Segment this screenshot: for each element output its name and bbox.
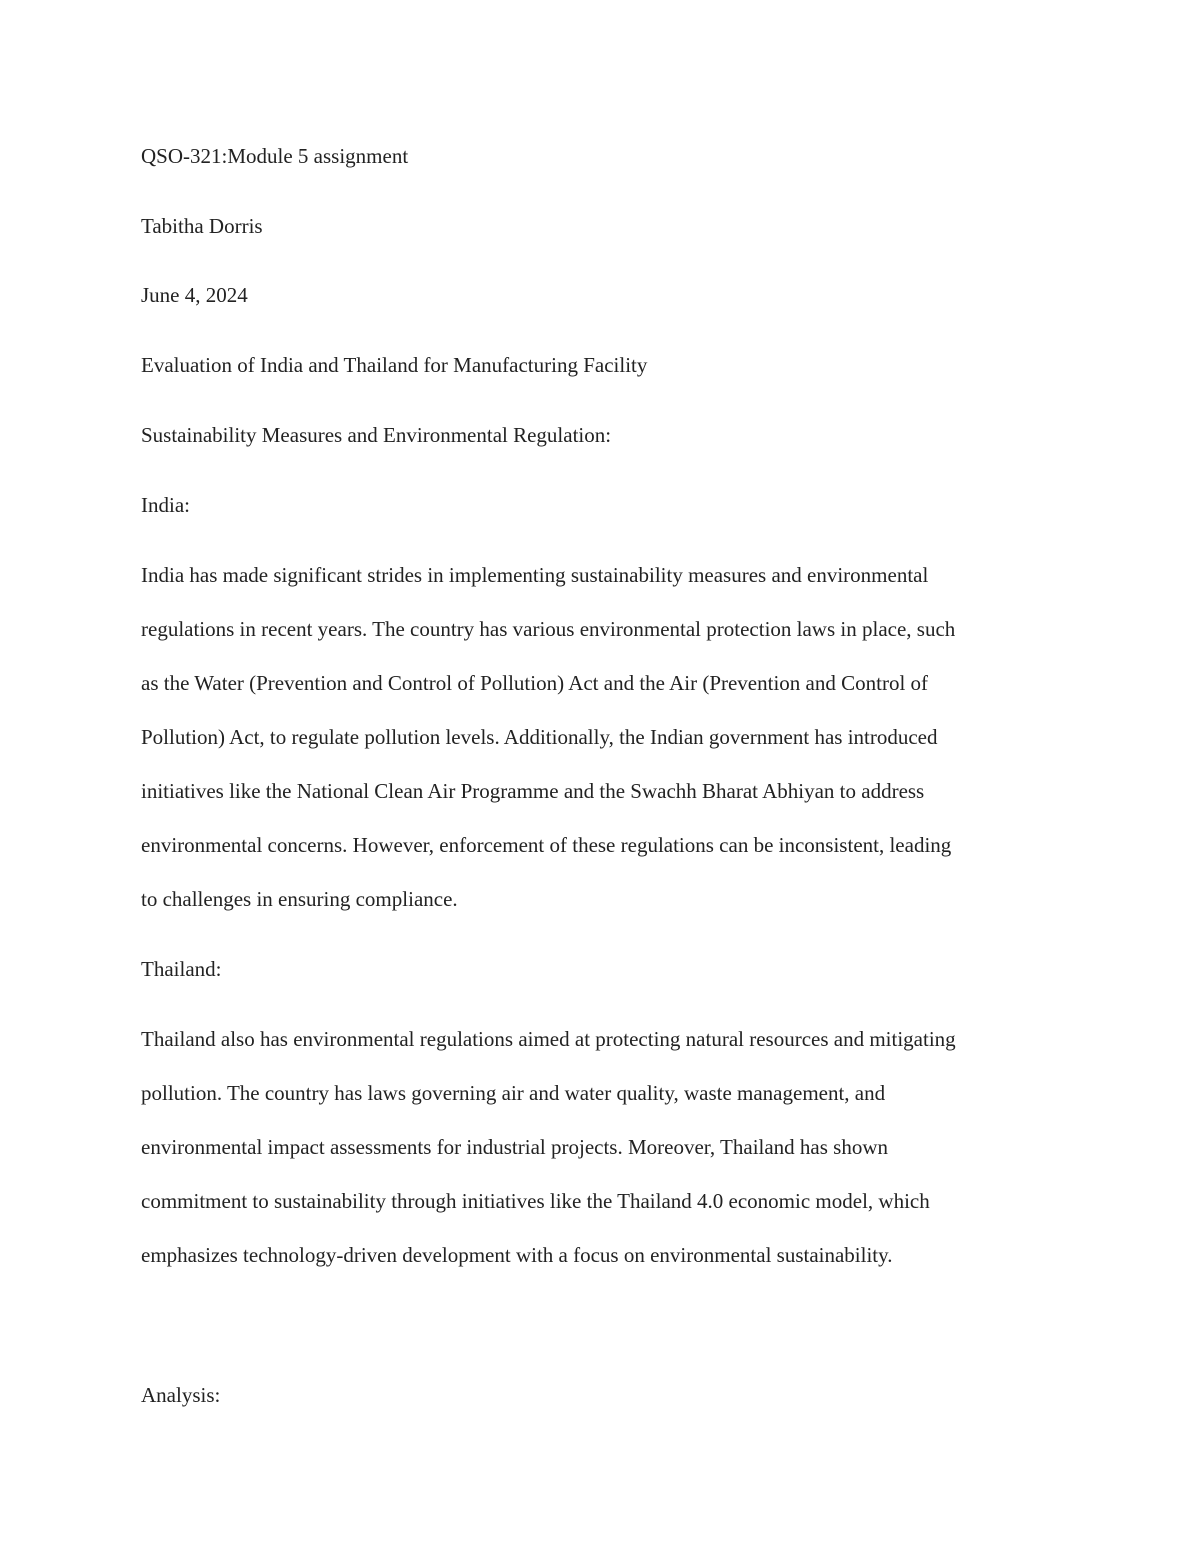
section-heading: Sustainability Measures and Environmental Regulation: — [141, 423, 612, 447]
india-paragraph-line: India has made significant strides in implementing sustainability measures and environmental — [141, 563, 929, 587]
thailand-paragraph-line: environmental impact assessments for industrial projects. Moreover, Thailand has shown — [141, 1135, 889, 1159]
india-paragraph-line: initiatives like the National Clean Air Programme and the Swachh Bharat Abhiyan to address — [141, 779, 925, 803]
thailand-paragraph-line: emphasizes technology-driven development with a focus on environmental sustainability. — [141, 1243, 893, 1267]
india-heading: India: — [141, 493, 190, 517]
india-paragraph-line: environmental concerns. However, enforcement of these regulations can be inconsistent, leading — [141, 833, 952, 857]
thailand-heading: Thailand: — [141, 957, 222, 981]
document-title: Evaluation of India and Thailand for Manufacturing Facility — [141, 353, 648, 377]
thailand-paragraph-line: Thailand also has environmental regulations aimed at protecting natural resources and mitigating — [141, 1027, 956, 1051]
author-line: Tabitha Dorris — [141, 214, 263, 238]
date-line: June 4, 2024 — [141, 283, 248, 307]
thailand-paragraph-line: pollution. The country has laws governing air and water quality, waste management, and — [141, 1081, 886, 1105]
india-paragraph-line: as the Water (Prevention and Control of Pollution) Act and the Air (Prevention and Control of — [141, 671, 929, 695]
analysis-heading: Analysis: — [141, 1383, 221, 1407]
india-paragraph-line: to challenges in ensuring compliance. — [141, 887, 458, 911]
course-line: QSO-321:Module 5 assignment — [141, 144, 409, 168]
thailand-paragraph-line: commitment to sustainability through initiatives like the Thailand 4.0 economic model, which — [141, 1189, 930, 1213]
india-paragraph-line: Pollution) Act, to regulate pollution levels. Additionally, the Indian government has introduced — [141, 725, 938, 749]
india-paragraph-line: regulations in recent years. The country has various environmental protection laws in place, such — [141, 617, 956, 641]
